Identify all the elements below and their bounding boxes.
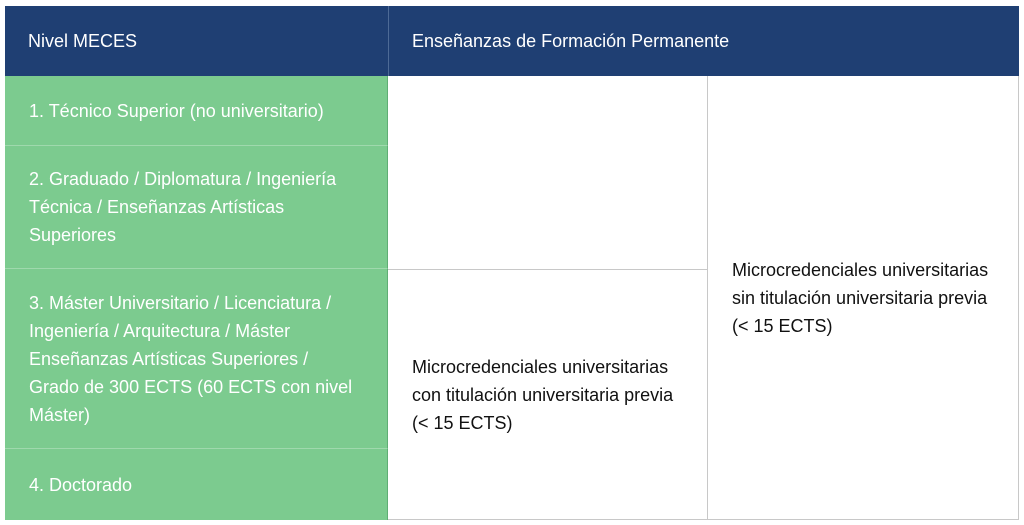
header-nivel-meces bbox=[5, 6, 388, 76]
level-label-3: 3. Máster Universitario / Licenciatura / Ingeniería / Arquitectura / Máster Enseñanzas Artísticas Superiores / Grado de 300 ECTS (60 ECTS con nivel Máster) bbox=[29, 292, 353, 425]
microcredential-without-degree-cell bbox=[708, 76, 1019, 520]
microcredential-with-degree-cell bbox=[388, 270, 708, 520]
meces-table bbox=[5, 6, 1019, 520]
level-row-2 bbox=[5, 146, 388, 269]
level-label-4: 4. Doctorado bbox=[29, 474, 133, 495]
level-row-4 bbox=[5, 449, 388, 520]
header-nivel-meces-label: Nivel MECES bbox=[28, 31, 138, 51]
empty-cell bbox=[388, 76, 708, 270]
level-row-1 bbox=[5, 76, 388, 146]
level-label-2: 2. Graduado / Diplomatura / Ingeniería Técnica / Enseñanzas Artísticas Superiores bbox=[29, 169, 337, 245]
header-formacion-permanente bbox=[388, 6, 1019, 76]
microcredential-with-degree-text: Microcredenciales universitarias con titulación universitaria previa (< 15 ECTS) bbox=[412, 356, 674, 433]
level-label-1: 1. Técnico Superior (no universitario) bbox=[29, 100, 324, 121]
microcredential-without-degree-text: Microcredenciales universitarias sin titulación universitaria previa (< 15 ECTS) bbox=[732, 259, 989, 336]
level-row-3 bbox=[5, 269, 388, 449]
header-formacion-permanente-label: Enseñanzas de Formación Permanente bbox=[412, 31, 730, 51]
